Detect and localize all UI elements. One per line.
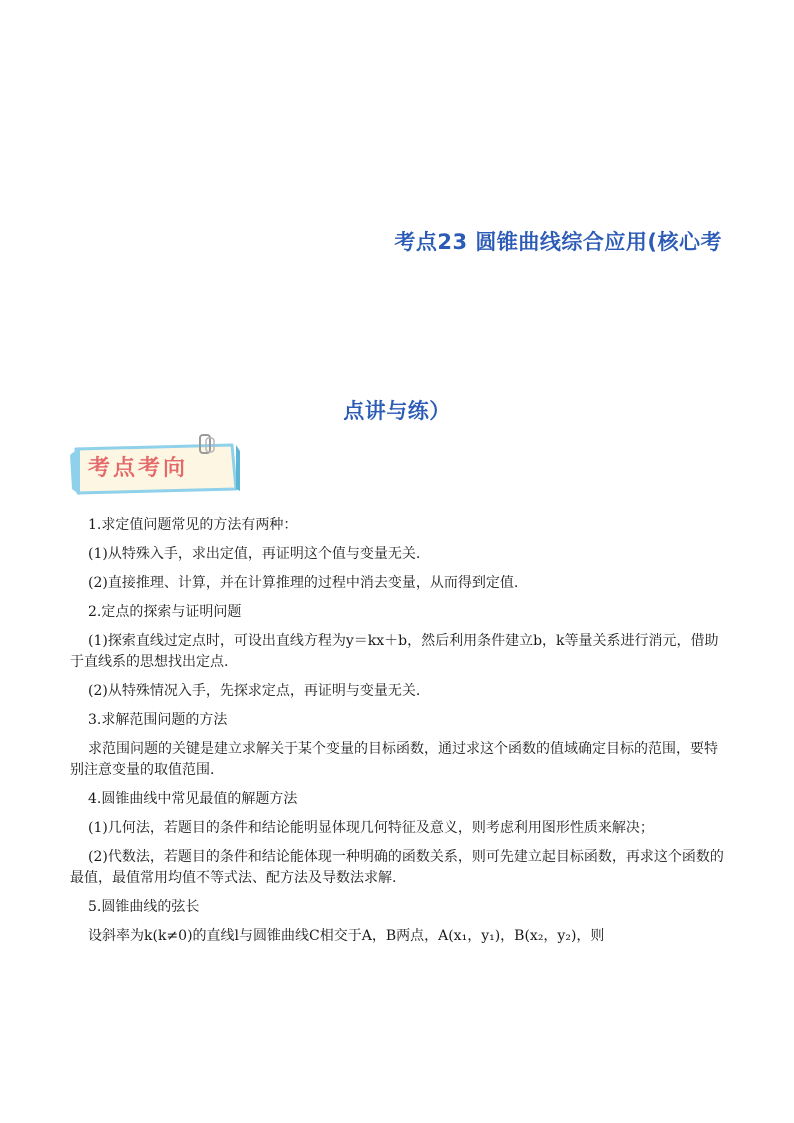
- section-item: (2)从特殊情况入手，先探求定点，再证明与变量无关.: [88, 683, 421, 699]
- section-item: (2)代数法，若题目的条件和结论能体现一种明确的函数关系，则可先建立起目标函数，再求这个函数的最值，最值常用均值不等式法、配方法及导数法求解.: [70, 849, 724, 886]
- section-item: 求范围问题的关键是建立求解关于某个变量的目标函数，通过求这个函数的值域确定目标的范围，要特别注意变量的取值范围.: [70, 741, 718, 778]
- section-heading: 5.圆锥曲线的弦长: [88, 899, 200, 915]
- section-item: (2)直接推理、计算，并在计算推理的过程中消去变量，从而得到定值.: [88, 575, 519, 591]
- section-item: (1)从特殊入手，求出定值，再证明这个值与变量无关.: [88, 546, 421, 562]
- section-heading: 4.圆锥曲线中常见最值的解题方法: [88, 791, 298, 807]
- badge-label: 考点考向: [88, 456, 189, 481]
- section-item: (1)探索直线过定点时，可设出直线方程为y＝kx＋b，然后利用条件建立b，k等量关系进行消元，借助于直线系的思想找出定点.: [70, 633, 719, 670]
- section-item: (1)几何法，若题目的条件和结论能明显体现几何特征及意义，则考虑利用图形性质来解决；: [88, 820, 654, 836]
- section-badge: [66, 433, 241, 499]
- content-body: [70, 515, 724, 955]
- section-item: 设斜率为k(k≠0)的直线l与圆锥曲线C相交于A，B两点，A(x₁，y₁)，B(x₂，y₂)，则: [88, 928, 605, 944]
- page-title-line2: 点讲与练）: [343, 399, 451, 423]
- section-heading: 2.定点的探索与证明问题: [88, 604, 242, 620]
- page-title-line1: 考点23 圆锥曲线综合应用(核心考: [394, 230, 722, 254]
- section-heading: 3.求解范围问题的方法: [88, 712, 228, 728]
- section-heading: 1.求定值问题常见的方法有两种：: [88, 517, 298, 533]
